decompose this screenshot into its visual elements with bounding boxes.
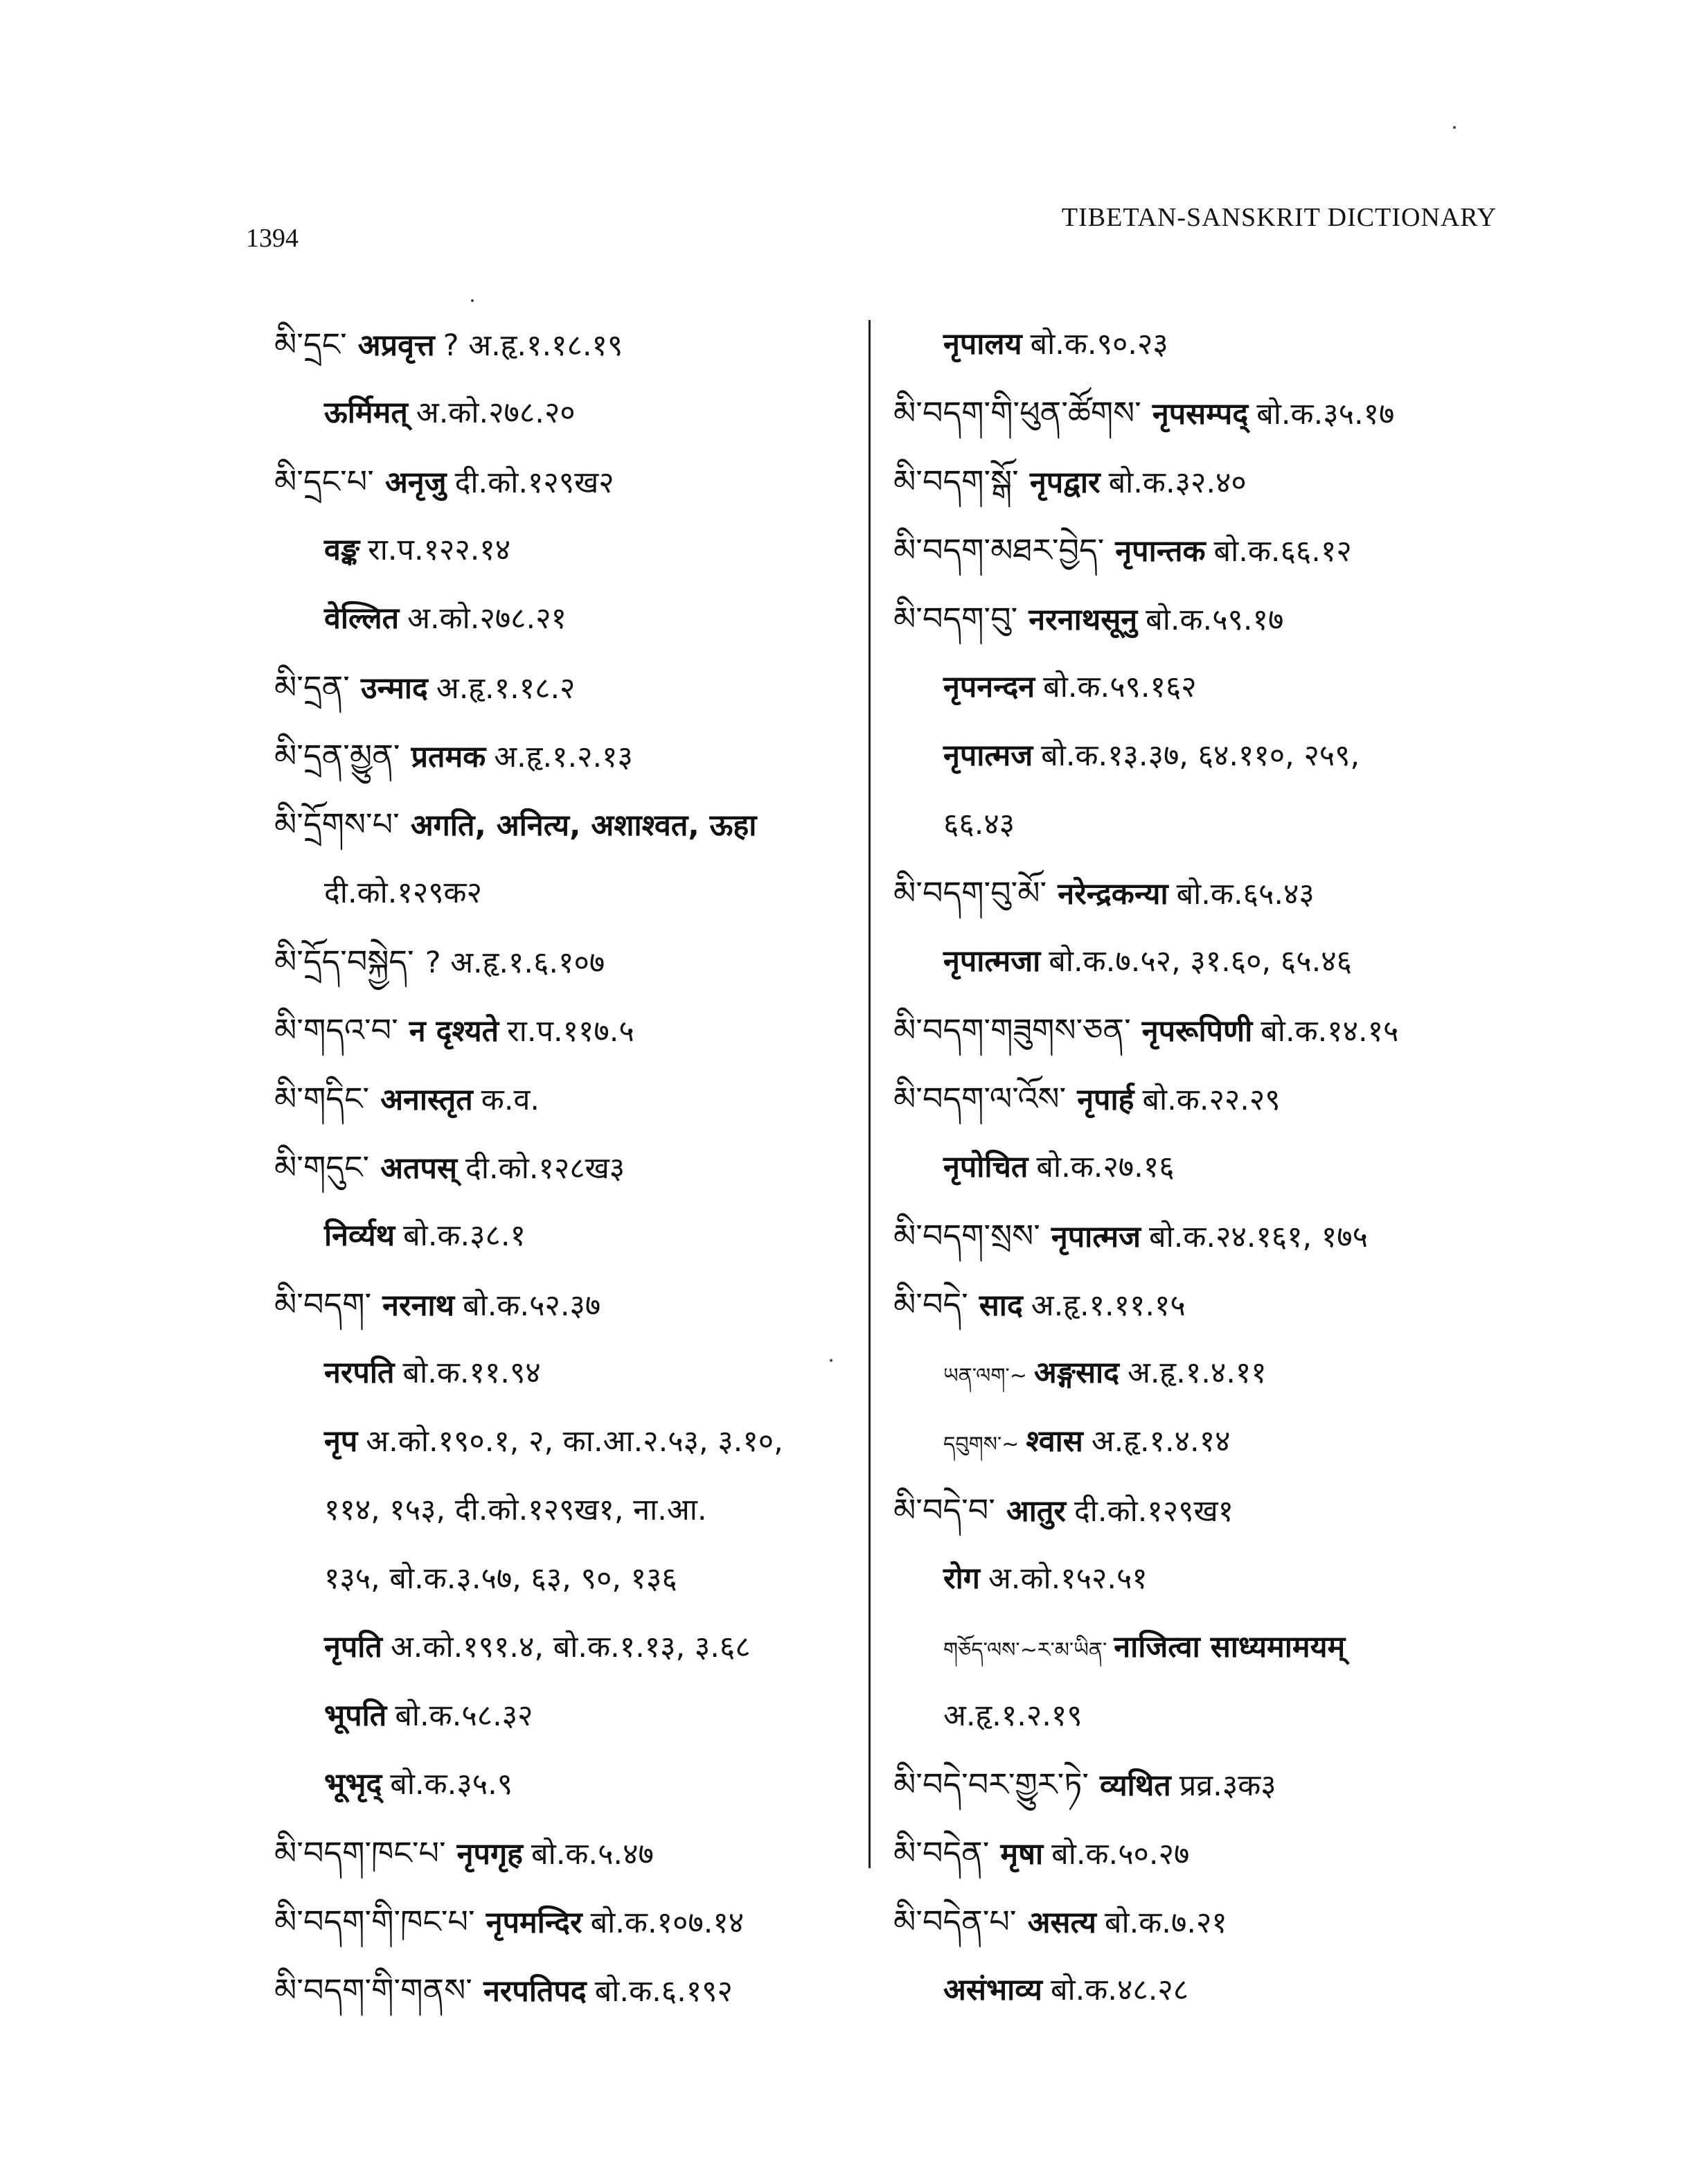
dictionary-line (893, 722, 1503, 790)
sanskrit-equivalent: वेल्लित (324, 601, 400, 636)
dictionary-line (274, 1613, 898, 1682)
sanskrit-equivalent: नृपात्मज (943, 738, 1033, 773)
sanskrit-equivalent: वङ्क (324, 533, 360, 567)
dictionary-line (893, 1133, 1503, 1202)
source-reference: बो.क.२४.१६१, १७५ (1149, 1220, 1368, 1254)
source-reference: ६६.४३ (943, 807, 1015, 842)
tibetan-headword: མི་བདེ་བར་གྱུར་ཏེ་ (893, 1766, 1089, 1803)
running-head: TIBETAN-SANSKRIT DICTIONARY (1061, 203, 1497, 232)
dictionary-line (274, 1545, 898, 1613)
scan-speck (471, 299, 474, 302)
scan-speck (1453, 126, 1456, 129)
sanskrit-equivalent: नरेन्द्रकन्या (1058, 877, 1168, 912)
column-divider (869, 320, 871, 1868)
source-reference: बो.क.५२.३७ (463, 1288, 601, 1323)
sanskrit-equivalent: असत्य (1027, 1906, 1096, 1940)
tibetan-headword: མི་བདག་ལ་འོས་ (893, 1080, 1067, 1117)
sanskrit-equivalent: नृपार्ह (1077, 1083, 1134, 1117)
tibetan-headword: མི་གདའ་བ་ (274, 1011, 398, 1049)
dictionary-line (274, 1065, 898, 1133)
tibetan-headword: མི་བདག་མཐར་བྱེད་ (893, 531, 1105, 569)
source-reference: दी.को.१२९ख२ (454, 465, 614, 500)
sanskrit-equivalent: साद (979, 1288, 1023, 1323)
tibetan-headword: མི་བདག་སྲས་ (893, 1217, 1040, 1254)
tibetan-headword: མི་དྲན་ (274, 668, 350, 706)
tibetan-compound: གཅོད་ལས་~ར་མ་ཡིན་ (943, 1638, 1107, 1662)
source-reference: अ.को.१५२.५१ (988, 1561, 1148, 1596)
sanskrit-equivalent: नरनाथसूनु (1028, 603, 1138, 637)
sanskrit-equivalent: नृपान्तक (1115, 534, 1206, 569)
source-reference: बो.क.११.९४ (402, 1356, 541, 1390)
sanskrit-equivalent: नाजित्वा साध्यमामयम् (1114, 1630, 1346, 1664)
dictionary-line (274, 1202, 898, 1270)
dictionary-line (274, 653, 898, 722)
source-reference: अ.को.१९१.४, बो.क.१.१३, ३.६८ (390, 1630, 751, 1664)
source-reference: अ.हृ.१.४.११ (1128, 1356, 1267, 1390)
dictionary-line (274, 447, 898, 516)
source-reference: बो.क.६६.१२ (1213, 534, 1352, 569)
source-reference: बो.क.३८.१ (403, 1218, 526, 1253)
source-reference: रा.प.१२२.१४ (368, 533, 511, 567)
tibetan-headword: མི་བདག་སྒོ་ (893, 463, 1019, 500)
dictionary-line (893, 1408, 1503, 1476)
dictionary-line (274, 310, 898, 379)
sanskrit-equivalent: नृपनन्दन (943, 670, 1035, 704)
source-reference: बो.क.२२.२९ (1142, 1083, 1281, 1117)
source-reference: अ.को.२७८.२० (416, 396, 576, 430)
dictionary-line (893, 1613, 1503, 1682)
sanskrit-equivalent: अप्रवृत्त (357, 328, 435, 363)
tibetan-headword: མི་བདེན་ (893, 1834, 990, 1872)
source-reference: बो.क.५८.३२ (395, 1698, 533, 1733)
tibetan-headword: མི་བདག་ (274, 1286, 372, 1323)
sanskrit-equivalent: ऊर्मिमत् (324, 396, 408, 430)
dictionary-line (274, 379, 898, 447)
sanskrit-equivalent: नृपद्वार (1029, 465, 1101, 500)
dictionary-line (893, 585, 1503, 653)
source-reference: बो.क.३५.९ (390, 1767, 513, 1802)
sanskrit-equivalent: नृपात्मजा (943, 944, 1041, 979)
sanskrit-equivalent: अनास्तृत (380, 1083, 473, 1117)
source-reference: बो.क.७.२१ (1104, 1906, 1227, 1940)
sanskrit-equivalent: व्यथित (1100, 1768, 1171, 1803)
sanskrit-equivalent: रोग (943, 1561, 980, 1596)
source-reference: क.व. (481, 1083, 540, 1117)
sanskrit-equivalent: अगति, अनित्य, अशाश्वत, ऊहा (410, 808, 757, 843)
source-reference: बो.क.९०.२३ (1030, 327, 1168, 362)
sanskrit-equivalent: भूपति (324, 1698, 387, 1733)
sanskrit-equivalent: नरनाथ (382, 1288, 455, 1323)
dictionary-line (893, 1339, 1503, 1408)
tibetan-headword: མི་དྲོད་བསྐྱེད་ (274, 943, 414, 980)
left-column (274, 310, 898, 2025)
source-reference: बो.क.४८.२८ (1050, 1973, 1189, 2007)
dictionary-line (893, 1956, 1503, 2025)
dictionary-line (893, 1202, 1503, 1270)
sanskrit-equivalent: नृपात्मज (1051, 1220, 1141, 1254)
dictionary-line (893, 1065, 1503, 1133)
dictionary-line (274, 1408, 898, 1476)
source-reference: बो.क.६५.४३ (1176, 877, 1315, 912)
sanskrit-equivalent: अतपस् (380, 1151, 458, 1186)
dictionary-line (274, 516, 898, 585)
sanskrit-equivalent: नृपमन्दिर (486, 1906, 582, 1940)
tibetan-headword: མི་བདག་གཟུགས་ཅན་ (893, 1011, 1131, 1049)
dictionary-line (274, 1270, 898, 1339)
dictionary-line (893, 1270, 1503, 1339)
dictionary-line (893, 927, 1503, 996)
tibetan-headword: མི་བདེ་བ་ (893, 1491, 995, 1529)
tibetan-headword: མི་བདེ་ (893, 1286, 968, 1323)
tibetan-headword: མི་བདག་གི་གནས་ (274, 1971, 472, 2009)
sanskrit-equivalent: असंभाव्य (943, 1973, 1042, 2007)
dictionary-line (893, 859, 1503, 927)
source-reference: ? अ.हृ.१.१८.१९ (443, 328, 623, 363)
tibetan-headword: མི་བདེན་པ་ (893, 1903, 1017, 1940)
dictionary-line (893, 1476, 1503, 1545)
dictionary-line (893, 1888, 1503, 1956)
sanskrit-equivalent: नृपरूपिणी (1141, 1014, 1253, 1049)
sanskrit-equivalent: प्रतमक (411, 740, 486, 774)
source-reference: अ.हृ.१.११.१५ (1031, 1288, 1186, 1323)
source-reference: प्रव्र.३क३ (1179, 1768, 1276, 1803)
dictionary-line (274, 1682, 898, 1750)
dictionary-line (893, 310, 1503, 379)
dictionary-line (274, 927, 898, 996)
dictionary-line (893, 1819, 1503, 1888)
sanskrit-equivalent: भूभृद् (324, 1767, 382, 1802)
dictionary-line (893, 516, 1503, 585)
dictionary-line (893, 996, 1503, 1065)
source-reference: बो.क.७.५२, ३१.६०, ६५.४६ (1049, 944, 1352, 979)
tibetan-headword: མི་གདུང་ (274, 1148, 370, 1186)
sanskrit-equivalent: नरपति (324, 1356, 395, 1390)
dictionary-line (274, 1476, 898, 1545)
source-reference: बो.क.३२.४० (1108, 465, 1247, 500)
dictionary-line (274, 859, 898, 927)
sanskrit-equivalent: नृपोचित (943, 1150, 1028, 1184)
dictionary-line (274, 1956, 898, 2025)
sanskrit-equivalent: नरपतिपद (483, 1974, 587, 2009)
right-column (893, 310, 1503, 2025)
source-reference: बो.क.५९.१६२ (1043, 670, 1197, 704)
dictionary-line (893, 790, 1503, 859)
dictionary-line (893, 379, 1503, 447)
sanskrit-equivalent: अनृजु (384, 465, 447, 500)
source-reference: अ.हृ.१.४.१४ (1091, 1424, 1231, 1459)
source-reference: बो.क.१३.३७, ६४.११०, २५९, (1041, 738, 1360, 773)
source-reference: दी.को.१२९क२ (324, 876, 482, 910)
tibetan-headword: མི་བདག་བུ་ (893, 600, 1018, 637)
sanskrit-equivalent: उन्माद (360, 671, 428, 706)
tibetan-headword: མི་དྲན་མྱུན་ (274, 737, 400, 774)
dictionary-line (274, 790, 898, 859)
dictionary-line (274, 1750, 898, 1819)
dictionary-line (893, 1545, 1503, 1613)
dictionary-line (893, 447, 1503, 516)
sanskrit-equivalent: आतुर (1006, 1494, 1066, 1529)
dictionary-line (274, 996, 898, 1065)
source-reference: १३५, बो.क.३.५७, ६३, ९०, १३६ (324, 1561, 677, 1596)
tibetan-headword: མི་གདིང་ (274, 1080, 370, 1117)
scan-speck (830, 1359, 832, 1362)
dictionary-line (274, 722, 898, 790)
source-reference: अ.हृ.१.२.१३ (494, 740, 633, 774)
tibetan-headword: མི་བདག་གི་ཕུན་ཚོགས་ (893, 394, 1141, 432)
tibetan-headword: མི་བདག་བུ་མོ་ (893, 874, 1047, 912)
source-reference: अ.को.२७८.२१ (407, 601, 567, 636)
dictionary-line (893, 1682, 1503, 1750)
sanskrit-equivalent: निर्व्यथ (324, 1218, 395, 1253)
source-reference: ? अ.हृ.१.६.१०७ (425, 945, 605, 980)
source-reference: बो.क.५०.२७ (1051, 1837, 1190, 1872)
source-reference: बो.क.२७.१६ (1036, 1150, 1175, 1184)
source-reference: रा.प.११७.५ (507, 1014, 634, 1049)
source-reference: ११४, १५३, दी.को.१२९ख१, ना.आ. (324, 1493, 707, 1527)
dictionary-line (274, 1133, 898, 1202)
dictionary-line (274, 1888, 898, 1956)
dictionary-line (893, 1750, 1503, 1819)
dictionary-line (893, 653, 1503, 722)
source-reference: दी.को.१२९ख१ (1074, 1494, 1234, 1529)
source-reference: अ.हृ.१.१८.२ (436, 671, 576, 706)
source-reference: बो.क.३५.१७ (1256, 397, 1395, 432)
tibetan-compound: དབུགས་~ (943, 1432, 1019, 1457)
dictionary-line (274, 585, 898, 653)
sanskrit-equivalent: न दृश्यते (409, 1014, 499, 1049)
sanskrit-equivalent: श्वास (1026, 1424, 1083, 1459)
tibetan-headword: མི་དྲང་པ་ (274, 463, 374, 500)
tibetan-compound: ཡན་ལག་~ (943, 1364, 1027, 1388)
sanskrit-equivalent: नृपसम्पद् (1152, 397, 1249, 432)
sanskrit-equivalent: नृपालय (943, 327, 1022, 362)
tibetan-headword: མི་བདག་ཁང་པ་ (274, 1834, 446, 1872)
sanskrit-equivalent: नृपगृह (456, 1837, 524, 1872)
source-reference: बो.क.१४.१५ (1261, 1014, 1399, 1049)
page-number: 1394 (246, 224, 299, 253)
source-reference: बो.क.१०७.१४ (590, 1906, 745, 1940)
source-reference: बो.क.५९.१७ (1146, 603, 1284, 637)
sanskrit-equivalent: अङ्गसाद (1033, 1356, 1120, 1390)
sanskrit-equivalent: नृप (324, 1424, 358, 1459)
tibetan-headword: མི་བདག་གི་ཁང་པ་ (274, 1903, 475, 1940)
sanskrit-equivalent: मृषा (1000, 1837, 1044, 1872)
source-reference: बो.क.५.४७ (531, 1837, 654, 1872)
source-reference: बो.क.६.१९२ (594, 1974, 733, 2009)
source-reference: अ.को.१९०.१, २, का.आ.२.५३, ३.१०, (366, 1424, 783, 1459)
tibetan-headword: མི་དྲང་ (274, 326, 347, 363)
tibetan-headword: མི་དྲོགས་པ་ (274, 806, 400, 843)
source-reference: अ.हृ.१.२.१९ (943, 1698, 1083, 1733)
dictionary-line (274, 1819, 898, 1888)
sanskrit-equivalent: नृपति (324, 1630, 382, 1664)
dictionary-line (274, 1339, 898, 1408)
source-reference: दी.को.१२८ख३ (465, 1151, 625, 1186)
